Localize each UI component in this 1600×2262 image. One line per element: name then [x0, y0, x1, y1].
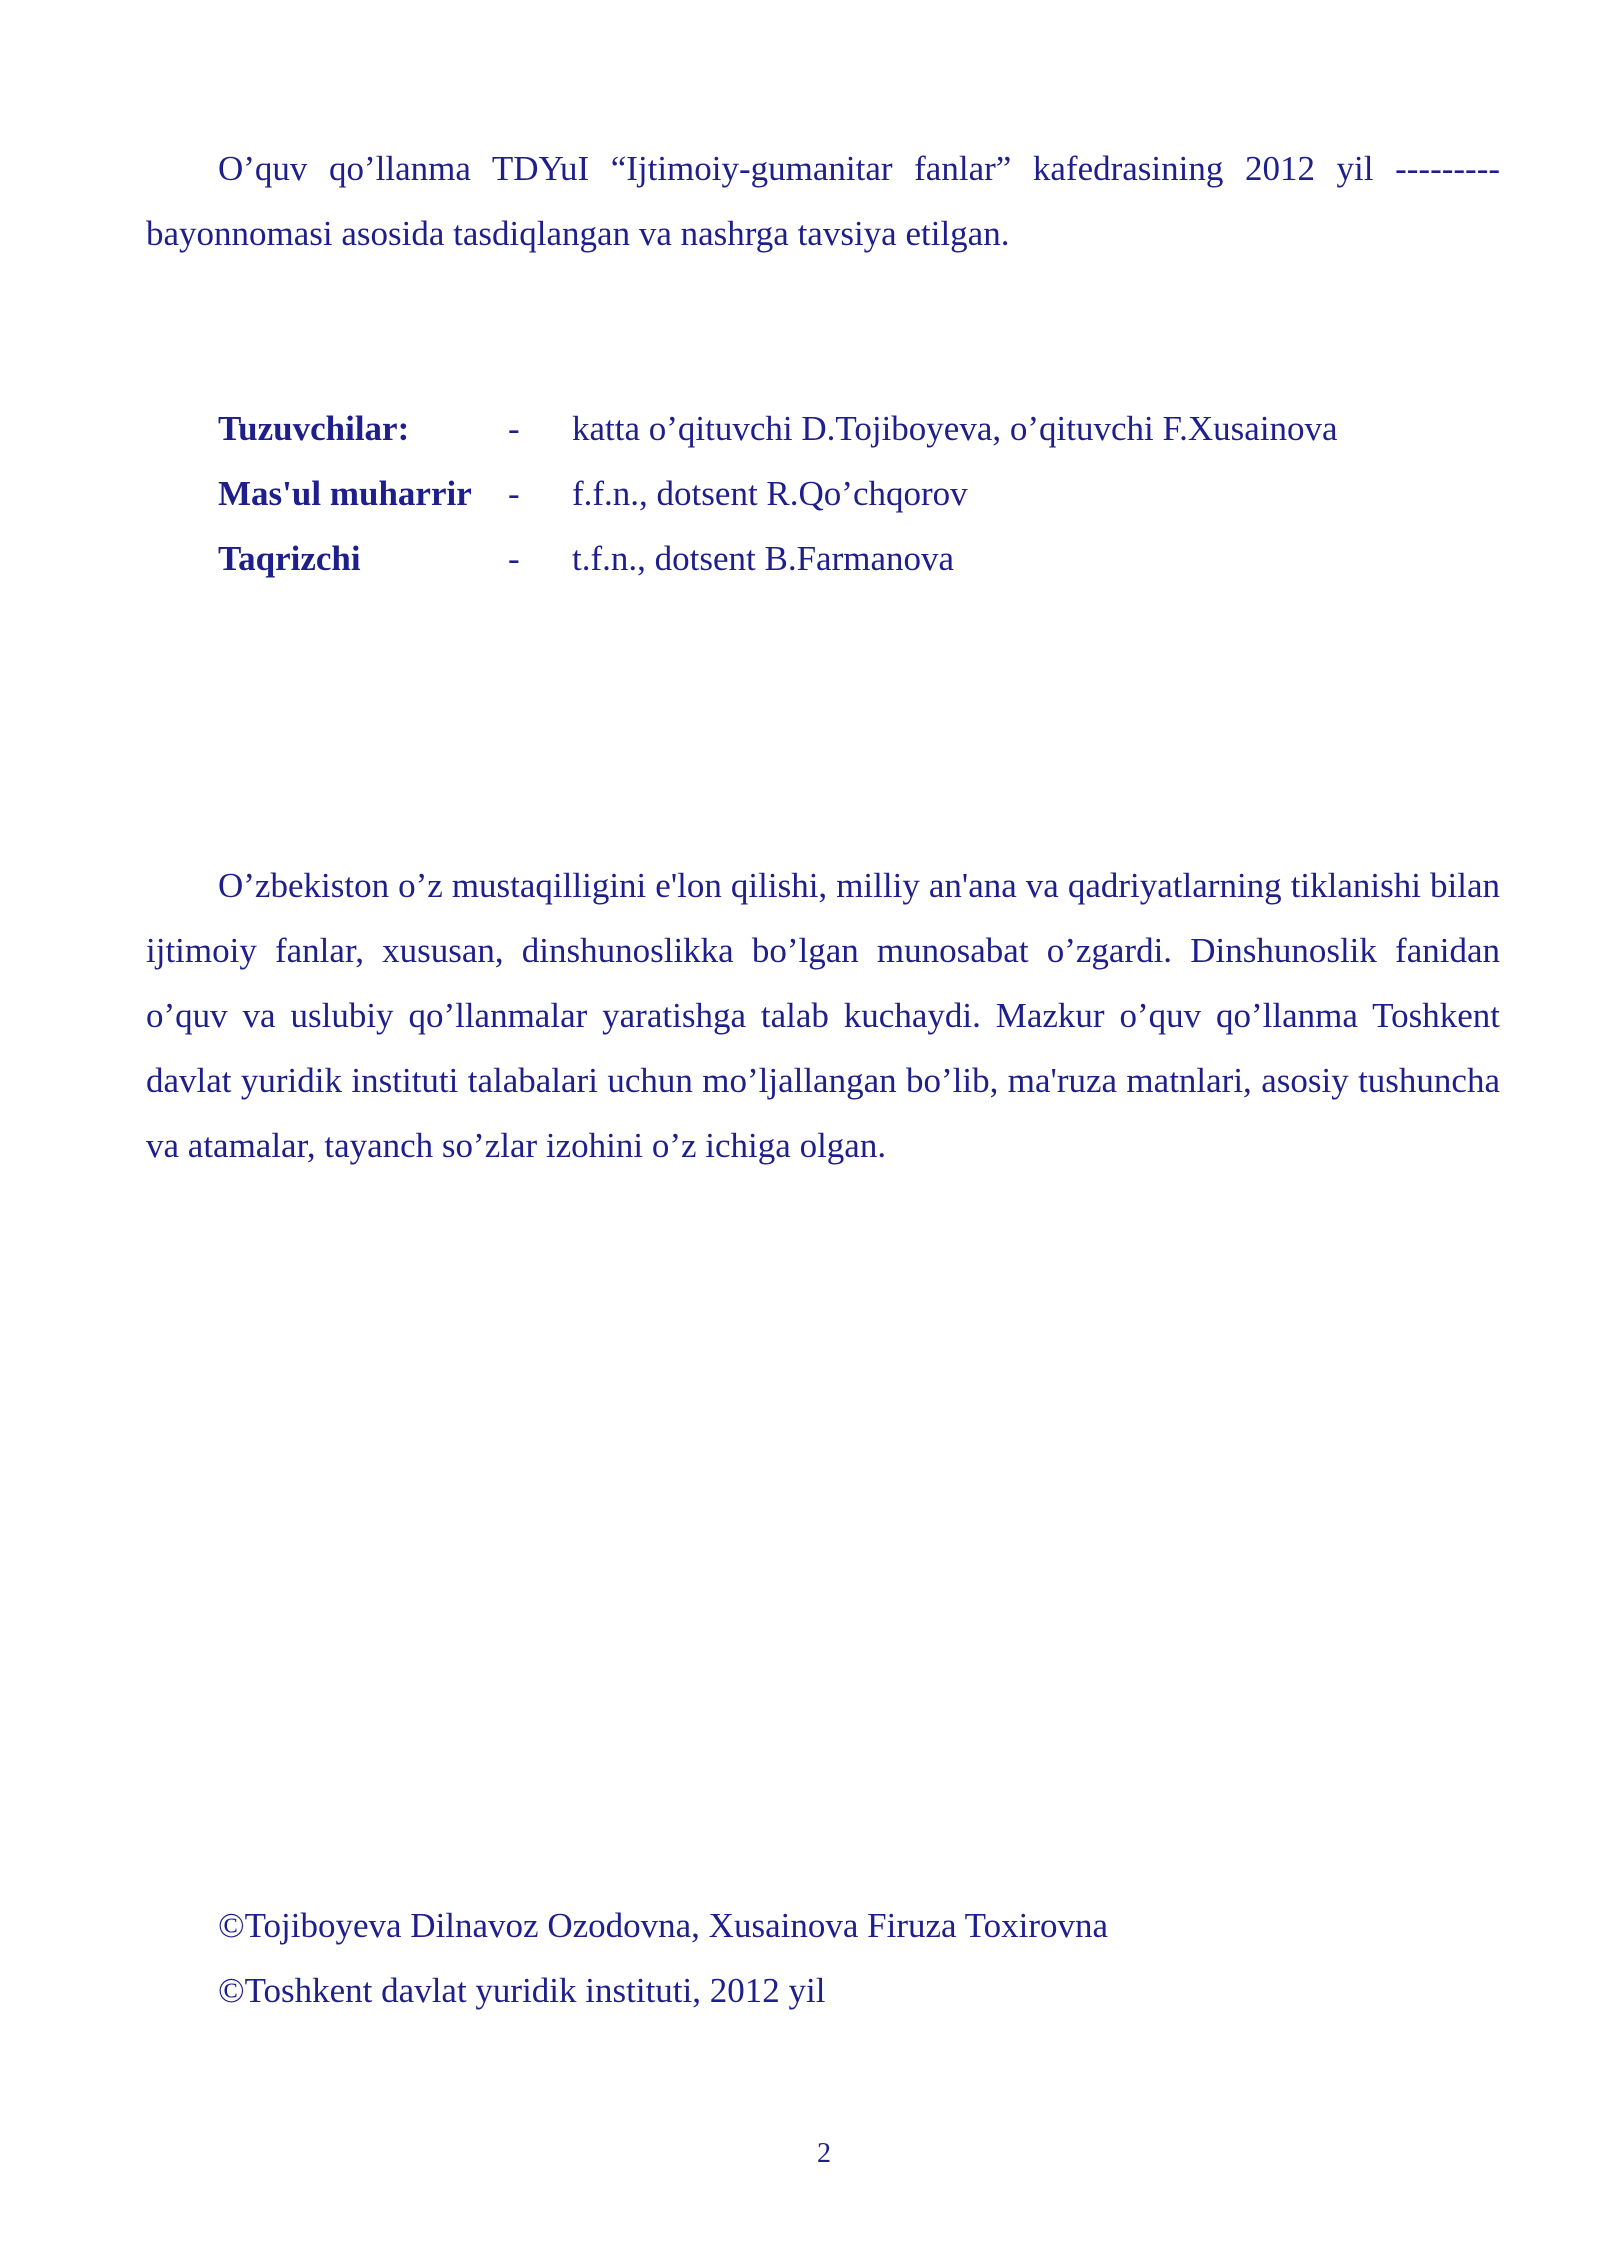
credits-block: [218, 396, 1338, 591]
credit-names: f.f.n., dotsent R.Qo’chqorov: [572, 474, 968, 513]
approval-paragraph: O’quv qo’llanma TDYuI “Ijtimoiy-gumanitar fanlar” kafedrasining 2012 yil --------- bayonnomasi asosida tasdiqlangan va nashrga tavsiya etilgan.: [146, 149, 1500, 253]
intro-paragraph: O’zbekiston o’z mustaqilligini e'lon qilishi, milliy an'ana va qadriyatlarning tiklanishi bilan ijtimoiy fanlar, xususan, dinshunoslikka bo’lgan munosabat o’zgardi. Dinshunoslik fanidan o’quv va uslubiy qo’llanmalar yaratishga talab kuchaydi. Mazkur o’quv qo’llanma Toshkent davlat yuridik instituti talabalari uchun mo’ljallangan bo’lib, ma'ruza matnlari, asosiy tushuncha va atamalar, tayanch so’zlar izohini o’z ichiga olgan.: [146, 866, 1500, 1165]
credit-dash: -: [508, 474, 520, 513]
credit-dash: -: [508, 409, 520, 448]
copyright-authors: ©Tojiboyeva Dilnavoz Ozodovna, Xusainova Firuza Toxirovna: [218, 1906, 1109, 1945]
credit-role: Mas'ul muharrir: [218, 474, 472, 513]
copyright-block: [218, 1893, 1108, 2023]
credit-row-editor: [218, 461, 1338, 526]
credit-dash: -: [508, 539, 520, 578]
credit-row-compilers: [218, 396, 1338, 461]
credit-names: t.f.n., dotsent B.Farmanova: [572, 539, 955, 578]
credit-role: Taqrizchi: [218, 539, 361, 578]
page-number: 2: [817, 2138, 831, 2169]
credit-role: Tuzuvchilar:: [218, 409, 410, 448]
copyright-institute: ©Toshkent davlat yuridik instituti, 2012 yil: [218, 1971, 826, 2010]
credit-names: katta o’qituvchi D.Tojiboyeva, o’qituvchi F.Xusainova: [572, 409, 1338, 448]
credit-row-reviewer: [218, 526, 1338, 591]
